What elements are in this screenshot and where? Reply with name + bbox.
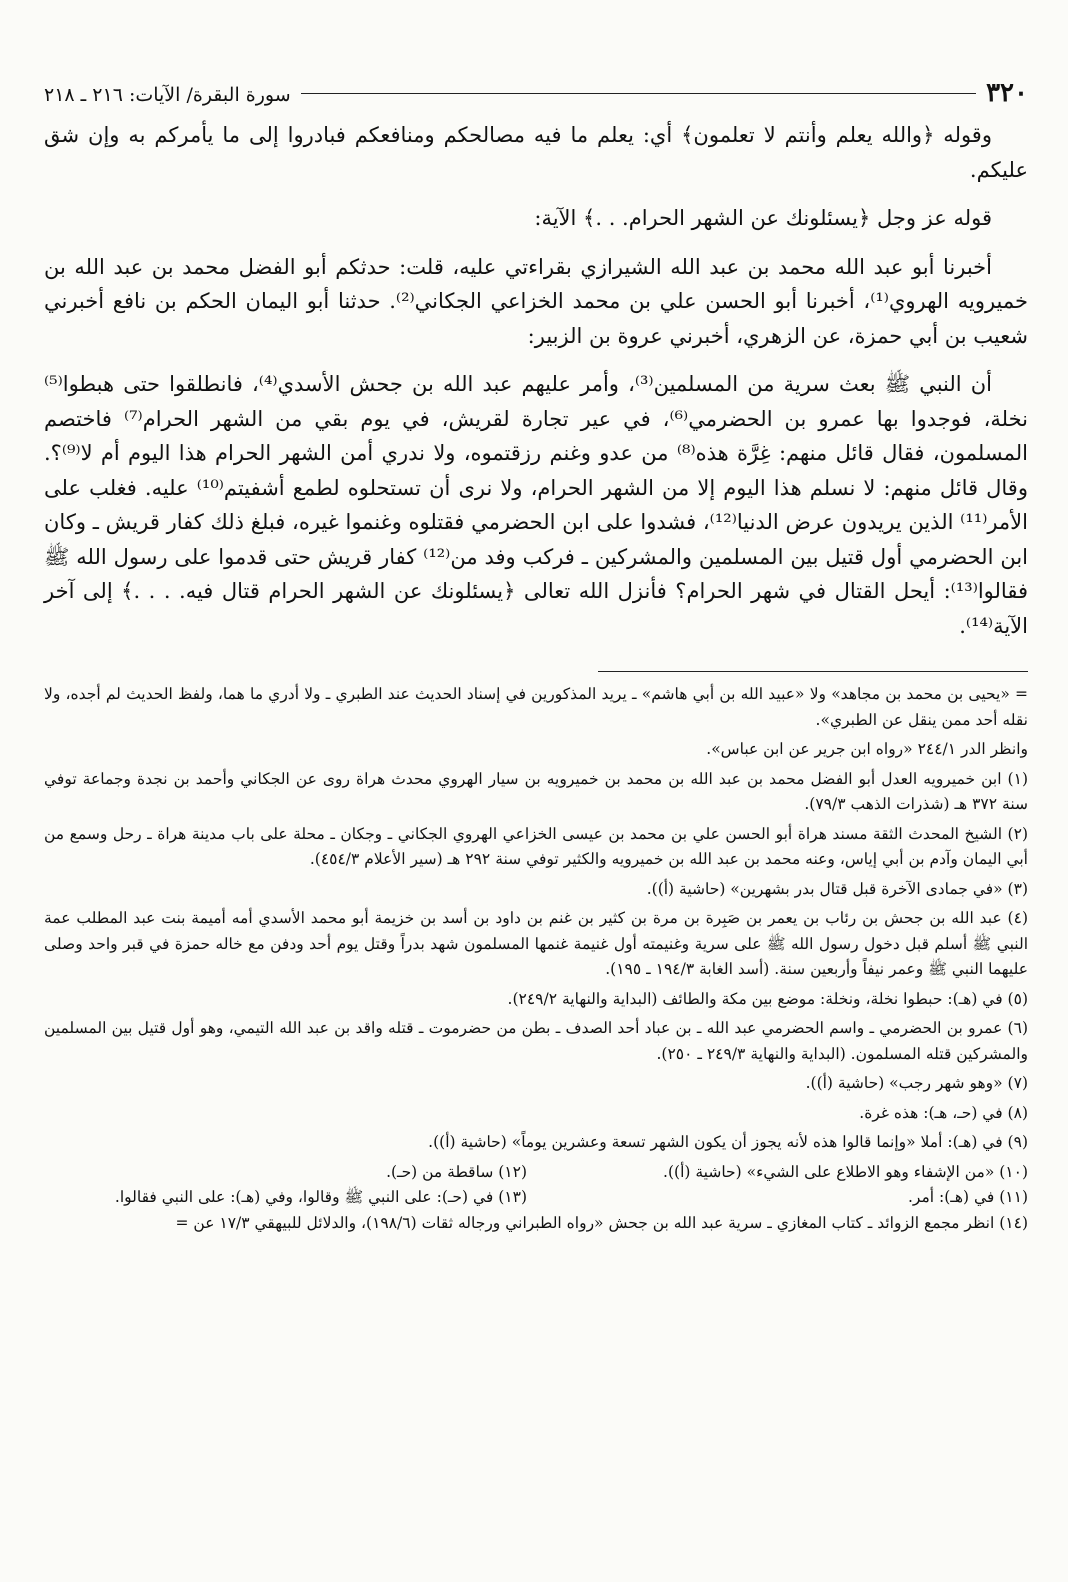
footnote-8: (٨) في (حـ، هـ): هذه غرة. xyxy=(859,1103,1028,1122)
footnote-1: (١) ابن خميرويه العدل أبو الفضل محمد بن عبد الله بن محمد بن خميرويه بن سيار الهروي محدث هراة روى عن الجكاني وأحمد بن نجدة وجماعة توفي سنة ٣٧٢ هـ (شذرات الذهب ٧٩/٣). xyxy=(44,769,1028,813)
footnote-3: (٣) «في جمادى الآخرة قبل قتال بدر بشهرين» (حاشية (أ)). xyxy=(646,879,1028,898)
footnote-9: (٩) في (هـ): أملا «وإنما قالوا هذه لأنه يجوز أن يكون الشهر تسعة وعشرين يوماً» (حاشية (أ)). xyxy=(428,1133,1028,1151)
footnote-7: (٧) «وهو شهر رجب» (حاشية (أ)). xyxy=(805,1074,1028,1092)
paragraph-verse-heading: قوله عز وجل ﴿يسئلونك عن الشهر الحرام. . .﴾ الآية: xyxy=(534,206,992,230)
footnote-11: (١١) في (هـ): أمر. xyxy=(908,1188,1028,1206)
footnote-continuation-ref: وانظر الدر ٢٤٤/١ «رواه ابن جرير عن ابن عباس». xyxy=(706,740,1028,758)
paragraph-hadith: أن النبي ﷺ بعث سرية من المسلمين⁽³⁾، وأمر عليهم عبد الله بن جحش الأسدي⁽⁴⁾، فانطلقوا حتى هبطوا⁽⁵⁾ نخلة، فوجدوا بها عمرو بن الحضرمي⁽⁶⁾، في عير تجارة لقريش، في يوم بقي من الشهر الحرام⁽⁷⁾ فاختصم المسلمون، فقال قائل منهم: غِرَّة هذه⁽⁸⁾ من عدو وغنم رزقتموه، ولا ندري أمن الشهر الحرام هذا اليوم أم لا⁽⁹⁾؟. وقال قائل منهم: لا نسلم هذا اليوم إلا من الشهر الحرام، ولا نرى أن تستحلوه لطمع أشفيتم⁽¹⁰⁾ عليه. فغلب على الأمر⁽¹¹⁾ الذين يريدون عرض الدنيا⁽¹²⁾، فشدوا على ابن الحضرمي فقتلوه وغنموا غيره، فبلغ ذلك كفار قريش ـ وكان ابن الحضرمي أول قتيل بين المسلمين والمشركين ـ فركب وفد من⁽¹²⁾ كفار قريش حتى قدموا على رسول الله ﷺ فقالوا⁽¹³⁾: أيحل القتال في شهر الحرام؟ فأنزل الله تعالى ﴿يسئلونك عن الشهر الحرام قتال فيه. . . .﴾ إلى آخر الآية⁽¹⁴⁾. xyxy=(44,372,1029,638)
surah-reference: سورة البقرة/ الآيات: ٢١٦ ـ ٢١٨ xyxy=(44,84,291,106)
footnotes xyxy=(44,682,1028,1236)
footnote-continuation: = «يحيى بن محمد بن مجاهد» ولا «عبيد الله بن أبي هاشم» ـ يريد المذكورين في إسناد الحديث عند الطبري ـ ولا أدري ما هما، ولفظ الحديث لم أجده، ولا نقله أحد ممن ينقل عن الطبري». xyxy=(44,685,1028,729)
footnote-14: (١٤) انظر مجمع الزوائد ـ كتاب المغازي ـ سرية عبد الله بن جحش «رواه الطبراني ورجاله ثقات (١٩٨/٦)، والدلائل للبيهقي ١٧/٣ عن = xyxy=(175,1213,1028,1232)
paragraph-isnad: أخبرنا أبو عبد الله محمد بن عبد الله الشيرازي بقراءتي عليه، قلت: حدثكم أبو الفضل محمد بن عبد الله بن خميرويه الهروي⁽¹⁾، أخبرنا أبو الحسن علي بن محمد الخزاعي الجكاني⁽²⁾. حدثنا أبو اليمان الحكم بن نافع أخبرني شعيب بن أبي حمزة، عن الزهري، أخبرني عروة بن الزبير: xyxy=(44,254,1029,348)
footnote-12: (١٢) ساقطة من (حـ). xyxy=(386,1162,527,1181)
footnote-13: (١٣) في (حـ): على النبي ﷺ وقالوا، وفي (هـ): على النبي فقالوا. xyxy=(114,1188,527,1206)
footnote-4: (٤) عبد الله بن جحش بن رئاب بن يعمر بن صَبِرة بن مرة بن كثير بن غنم بن داود بن أسد بن خزيمة أبو محمد الأسدي أمه أميمة بنت عبد المطلب عمة النبي ﷺ أسلم قبل دخول رسول الله ﷺ على سرية وغنيمته أول غنيمة غنمها المسلمون شهد بدراً وقتل يوم أحد ودفن مع خاله حمزة في قبر واحد وصلى عليهما النبي ﷺ وعمر نيفاً وأربعين سنة. (أسد الغابة ١٩٤/٣ ـ ١٩٥). xyxy=(44,909,1028,978)
footnote-6: (٦) عمرو بن الحضرمي ـ واسم الحضرمي عبد الله ـ بن عباد أحد الصدف ـ بطن من حضرموت ـ قتله واقد بن عبد الله التيمي، وهو أول قتيل بين المسلمين والمشركين قتله المسلمون. (البداية والنهاية ٢٤٩/٣ ـ ٢٥٠). xyxy=(44,1019,1028,1063)
footnote-separator xyxy=(598,671,1028,672)
page-number: ٣٢٠ xyxy=(986,78,1028,108)
footnote-10: (١٠) «من الإشفاء وهو الاطلاع على الشيء» (حاشية (أ)). xyxy=(663,1162,1028,1181)
main-text xyxy=(44,118,1028,643)
paragraph-verse-comment: وقوله ﴿والله يعلم وأنتم لا تعلمون﴾ أي: يعلم ما فيه مصالحكم ومنافعكم فبادروا إلى ما يأمركم به وإن شق عليكم. xyxy=(44,123,1028,182)
footnote-2: (٢) الشيخ المحدث الثقة مسند هراة أبو الحسن علي بن محمد بن عيسى الخزاعي الهروي الجكاني ـ وجكان ـ محلة على باب مدينة هراة ـ رحل وسمع من أبي اليمان وآدم بن أبي إياس، وعنه محمد بن عبد الله بن خميرويه والكثير توفي سنة ٢٩٢ هـ (سير الأعلام ٤٥٤/٣). xyxy=(44,824,1028,868)
header-rule xyxy=(301,93,976,94)
footnote-row-11-13 xyxy=(44,1185,1028,1211)
footnote-row-10-12 xyxy=(44,1160,1028,1186)
running-header xyxy=(44,78,1028,108)
footnote-5: (٥) في (هـ): حبطوا نخلة، ونخلة: موضع بين مكة والطائف (البداية والنهاية ٢٤٩/٢). xyxy=(507,989,1028,1008)
